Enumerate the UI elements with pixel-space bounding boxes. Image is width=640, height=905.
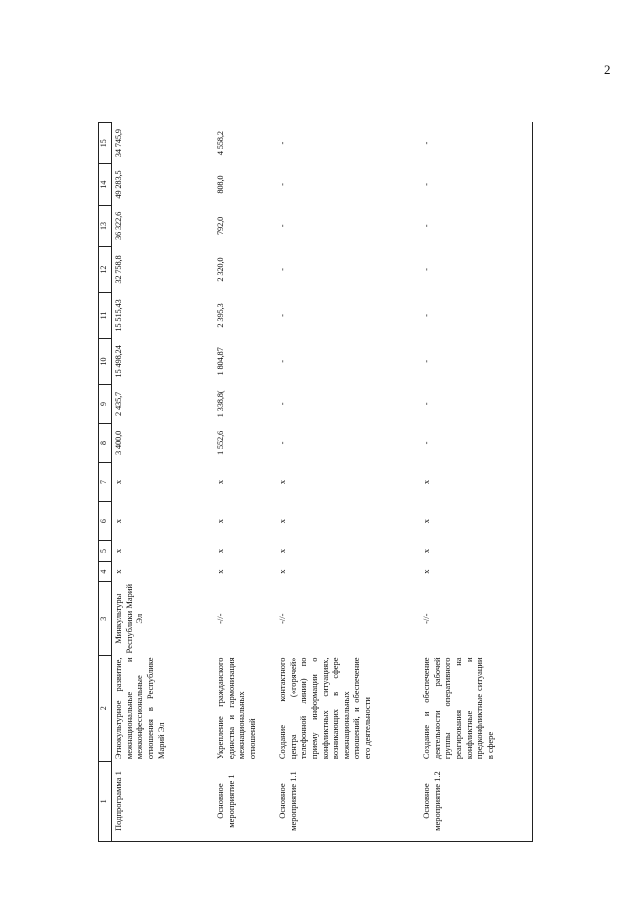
executor-cell: Минкультуры Республики Марий Эл: [113, 583, 145, 654]
header-cell: 9: [99, 384, 112, 423]
header-cell: 11: [99, 293, 112, 339]
value-cell: 792,0: [215, 216, 225, 236]
value-cell: -: [420, 293, 533, 339]
value-cell: -: [277, 268, 287, 271]
value-cell: 1 552,6: [215, 430, 225, 456]
value-cell: х: [277, 569, 287, 574]
value-cell: -: [420, 247, 533, 293]
page-number: 2: [604, 62, 611, 77]
rotated-table-wrapper: [98, 122, 593, 842]
header-cell: 8: [99, 423, 112, 462]
header-cell: 6: [99, 502, 112, 541]
header-cell: 2: [99, 655, 112, 761]
header-cell: 5: [99, 541, 112, 562]
value-cell: х: [277, 548, 287, 554]
table-row: [420, 123, 533, 842]
value-cell: 2 395,3: [215, 303, 225, 328]
name-cell: Создание контактного центра («горячей» телефонной линии) по приему информации о конфликтных ситуациях, возникающих в сфере межнациональных отношений, и обеспечение его деятельности: [277, 657, 372, 760]
value-cell: -: [420, 338, 533, 384]
value-cell: х: [215, 569, 225, 574]
header-number-row: [99, 123, 112, 842]
value-cell: -: [420, 423, 533, 462]
value-cell: х: [277, 518, 287, 524]
header-cell: 3: [99, 582, 112, 656]
status-cell: Основное мероприятие 1.1: [276, 761, 420, 841]
status-cell: Основное мероприятие 1: [214, 761, 276, 841]
executor-cell: -//-: [277, 613, 287, 624]
value-cell: -: [277, 141, 287, 145]
value-cell: 15 515,43: [113, 299, 123, 332]
value-cell: х: [215, 548, 225, 554]
value-cell: х: [420, 541, 533, 562]
header-cell: 7: [99, 463, 112, 502]
value-cell: 1 804,87: [215, 347, 225, 376]
table-row: [112, 123, 215, 842]
value-cell: 49 283,5: [113, 170, 123, 199]
header-cell: 13: [99, 205, 112, 246]
value-cell: 34 745,9: [113, 129, 123, 158]
value-cell: 2 320,0: [215, 257, 225, 282]
value-cell: -: [420, 123, 533, 164]
value-cell: 3 400,0: [113, 430, 123, 456]
header-cell: 4: [99, 561, 112, 582]
value-cell: х: [113, 518, 123, 524]
value-cell: х: [420, 463, 533, 502]
value-cell: х: [113, 548, 123, 554]
value-cell: х: [215, 518, 225, 524]
table-row: [276, 123, 420, 842]
value-cell: х: [420, 561, 533, 582]
header-cell: 15: [99, 123, 112, 164]
value-cell: 4 558,2: [215, 131, 225, 156]
value-cell: х: [420, 502, 533, 541]
value-cell: -: [277, 183, 287, 186]
name-cell: Создание и обеспечение деятельности рабочей группы оперативного реагирования на конфликтные и предконфликтные ситуации в сфере: [420, 655, 533, 761]
value-cell: -: [277, 314, 287, 317]
value-cell: х: [113, 569, 123, 574]
value-cell: -: [277, 360, 287, 363]
value-cell: 808,0: [215, 175, 225, 194]
value-cell: 15 498,24: [113, 345, 123, 378]
header-cell: 1: [99, 761, 112, 841]
name-cell: Укрепление гражданского единства и гармонизация межнациональных отношений: [215, 657, 257, 760]
name-cell: Этнокультурное развитие, межнациональные и межконфессиональные отношения в Республике Марий Эл: [113, 657, 166, 760]
program-funding-table: [98, 122, 533, 842]
status-cell: Основное мероприятие 1.2: [420, 761, 533, 841]
value-cell: -: [277, 402, 287, 406]
value-cell: -: [277, 441, 287, 445]
executor-cell: -//-: [215, 613, 225, 624]
value-cell: 2 435,7: [113, 391, 123, 416]
value-cell: х: [215, 479, 225, 485]
header-cell: 12: [99, 247, 112, 293]
value-cell: 1 338,8(: [215, 390, 225, 418]
value-cell: 36 322,6: [113, 211, 123, 241]
value-cell: 32 758,8: [113, 255, 123, 284]
status-cell: Подпрограмма 1: [112, 761, 215, 841]
value-cell: -: [277, 224, 287, 228]
table-row: [214, 123, 276, 842]
value-cell: -: [420, 164, 533, 205]
value-cell: -: [420, 384, 533, 423]
value-cell: -: [420, 205, 533, 246]
header-cell: 14: [99, 164, 112, 205]
value-cell: х: [277, 479, 287, 485]
header-cell: 10: [99, 338, 112, 384]
value-cell: х: [113, 479, 123, 485]
executor-cell: -//-: [420, 582, 533, 656]
